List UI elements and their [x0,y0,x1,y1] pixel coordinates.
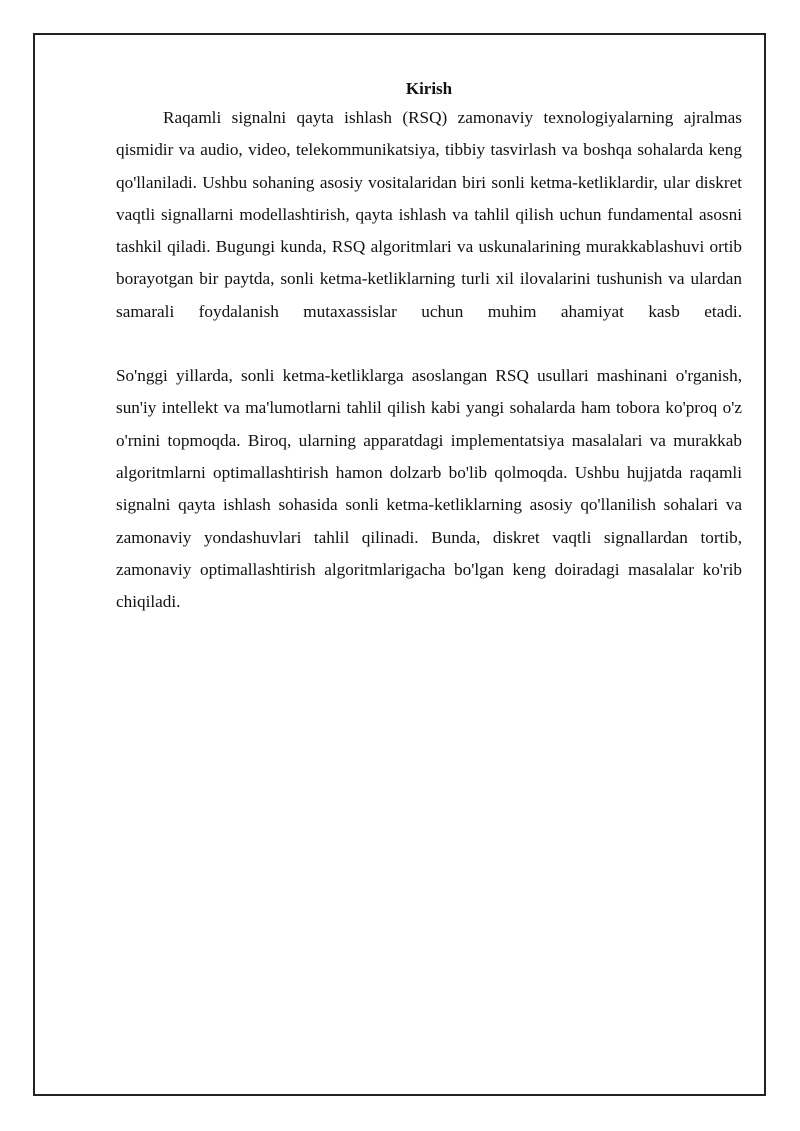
paragraph-spacer [116,328,742,360]
paragraph-recent-years: So'nggi yillarda, sonli ketma-ketliklarga asoslangan RSQ usullari mashinani o'rganish, sun'iy intellekt va ma'lumotlarni tahlil qilish kabi yangi sohalarda ham tobora ko'proq o'z o'rnini topmoqda. Biroq, ularning apparatdagi implementatsiya masalalari va murakkab algoritmlarni optimallashtirish hamon dolzarb bo'lib qolmoqda. Ushbu hujjatda raqamli signalni qayta ishlash sohasida sonli ketma-ketliklarning asosiy qo'llanilish sohalari va zamonaviy yondashuvlari tahlil qilinadi. Bunda, diskret vaqtli signallardan tortib, zamonaviy optimallashtirish algoritmlarigacha bo'lgan keng doiradagi masalalar ko'rib chiqiladi. [116,366,742,612]
document-body [116,76,742,618]
page-title: Kirish [405,79,453,98]
paragraph-introduction: Raqamli signalni qayta ishlash (RSQ) zamonaviy texnologiyalarning ajralmas qismidir va audio, video, telekommunikatsiya, tibbiy tasvirlash va boshqa sohalarda keng qo'llaniladi. Ushbu sohaning asosiy vositalaridan biri sonli ketma-ketliklardir, ular diskret vaqtli signallarni modellashtirish, qayta ishlash va tahlil qilish uchun fundamental asosni tashkil qiladi. Bugungi kunda, RSQ algoritmlari va uskunalarining murakkablashuvi ortib borayotgan bir paytda, sonli ketma-ketliklarning turli xil ilovalarini tushunish va ulardan samarali foydalanish mutaxassislar uchun muhim ahamiyat kasb etadi. [116,108,742,321]
